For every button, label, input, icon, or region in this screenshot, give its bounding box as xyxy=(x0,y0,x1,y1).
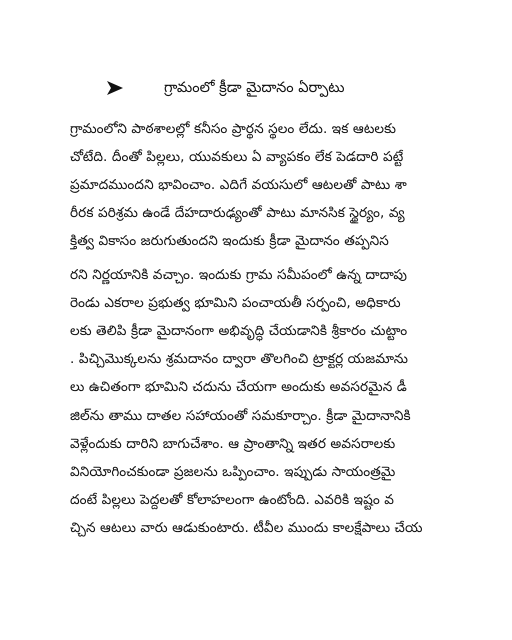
text-line: లు ఉచితంగా భూమిని చదును చేయగా అందుకు అవసరమైన డీ xyxy=(70,379,407,395)
text-line: రని నిర్ణయానికి వచ్చాం. ఇందుకు గ్రామ సమీపంలో ఉన్న దాదాపు xyxy=(70,267,408,283)
text-line: క్తిత్వ వికాసం జరుగుతుందని ఇందుకు క్రీడా మైదానం తప్పనిస xyxy=(70,233,389,249)
arrowhead-bullet-icon xyxy=(106,79,124,97)
heading-text: గ్రామంలో క్రీడా మైదానం ఏర్పాటు xyxy=(164,80,345,96)
section-heading xyxy=(106,76,345,100)
text-line: గ్రామంలోని పాఠశాలల్లో కనీసం ప్రార్థన స్థలం లేదు. ఇక ఆటలకు xyxy=(70,121,397,137)
text-line: రెండు ఎకరాల ప్రభుత్వ భూమిని పంచాయతీ సర్పంచి, అధికారు xyxy=(70,295,401,311)
text-line: రీరక పరిశ్రమ ఉండే దేహదారుఢ్యంతో పాటు మానసిక స్థైర్యం, వ్య xyxy=(70,205,405,221)
text-line: ప్రమాదముందని భావించాం. ఎదిగే వయసులో ఆటలతో పాటు శా xyxy=(70,177,407,193)
text-line: వెళ్లేందుకు దారిని బాగుచేశాం. ఆ ప్రాంతాన్ని ఇతర అవసరాలకు xyxy=(70,436,396,452)
text-line: లకు తెలిపి క్రీడా మైదానంగా అభివృద్ధి చేయడానికి శ్రీకారం చుట్టాం xyxy=(70,323,408,339)
text-line: . పిచ్చిమొక్కలను శ్రమదానం ద్వారా తొలగించి ట్రాక్టర్ల యజమాను xyxy=(70,351,409,367)
text-line: చోటేది. దీంతో పిల్లలు, యువకులు ఏ వ్యాపకం లేక పెడదారి పట్టే xyxy=(70,149,404,165)
text-line: వినియోగించకుండా ప్రజలను ఒప్పించాం. ఇప్పుడు సాయంత్రమై xyxy=(70,464,396,480)
text-line: దంటే పిల్లలు పెద్దలతో కోలాహలంగా ఉంటోంది. ఎవరికి ఇష్టం వ xyxy=(70,492,394,508)
text-line: జిల్‌ను తాము దాతల సహాయంతో సమకూర్చాం. క్రీడా మైదానానికి xyxy=(70,408,411,424)
text-line: చ్చిన ఆటలు వారు ఆడుకుంటారు. టీవీల ముందు కాలక్షేపాలు చేయ xyxy=(70,520,423,536)
